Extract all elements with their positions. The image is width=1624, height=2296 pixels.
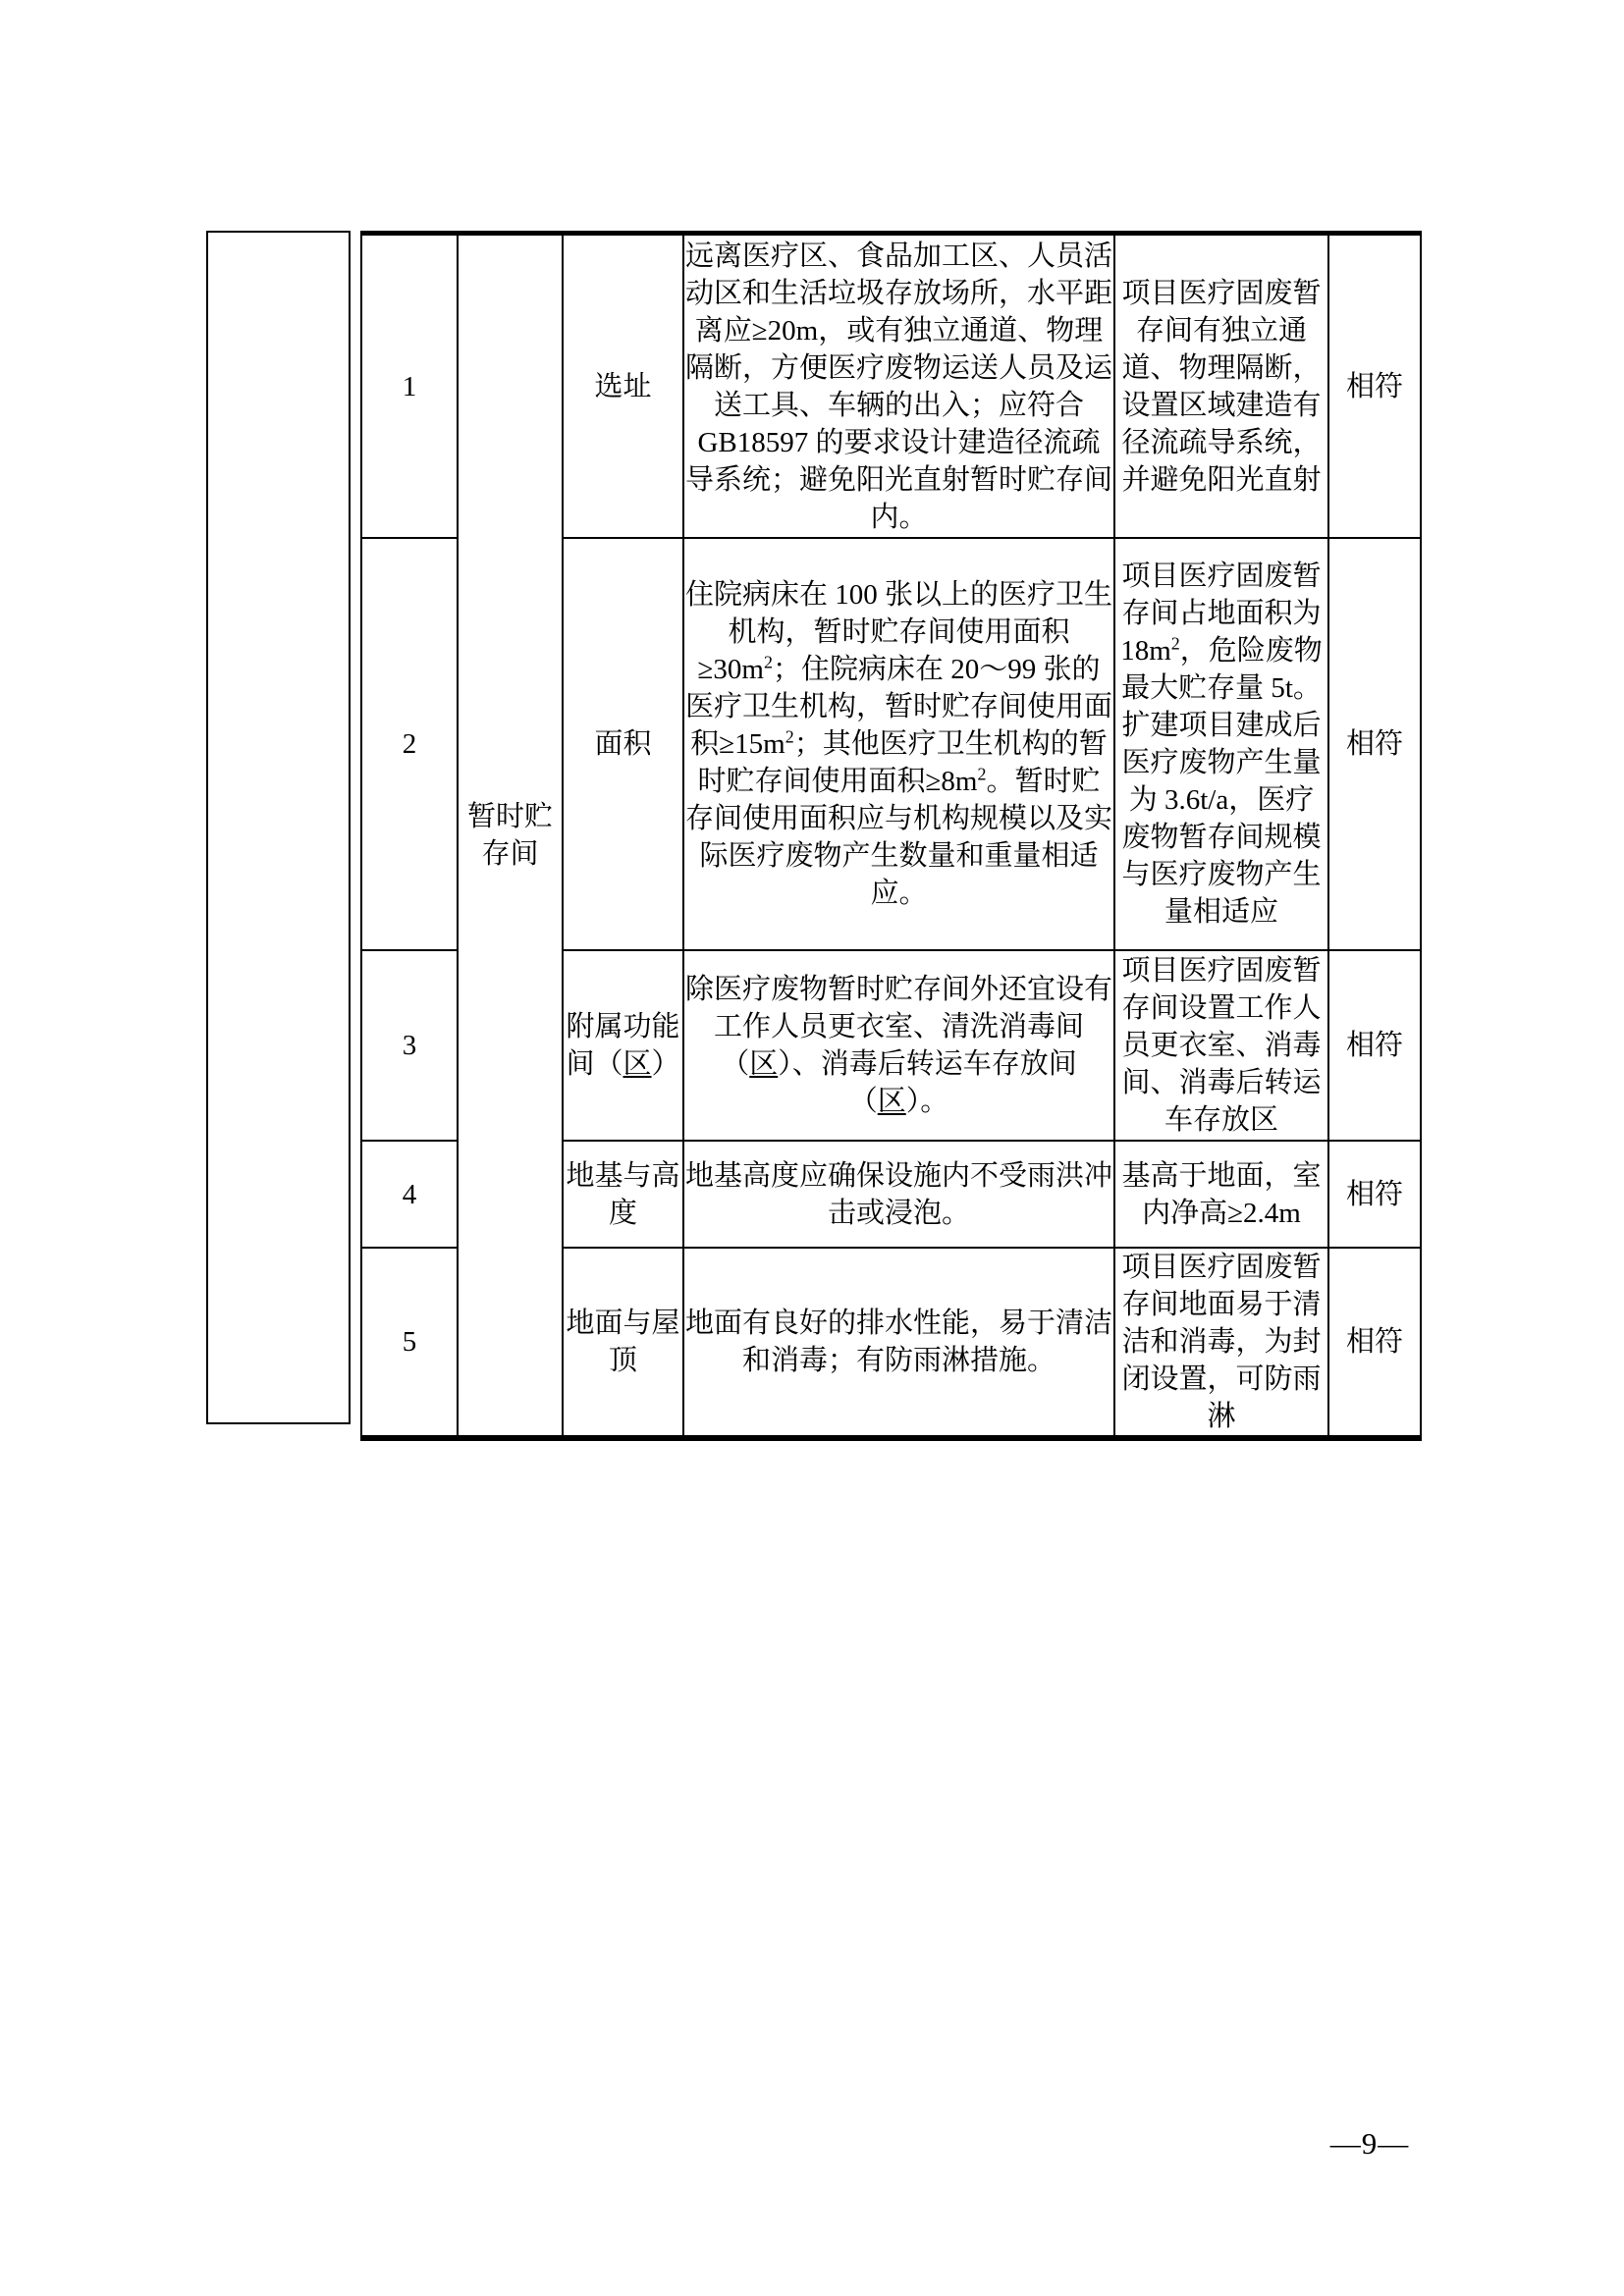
actual-situation-cell: 项目医疗固废暂存间有独立通道、物理隔断，设置区域建造有径流疏导系统，并避免阳光直射 <box>1114 234 1328 539</box>
requirement-cell: 远离医疗区、食品加工区、人员活动区和生活垃圾存放场所，水平距离应≥20m，或有独立通道、物理隔断，方便医疗废物运送人员及运送工具、车辆的出入；应符合 GB18597 的要求设计建造径流疏导系统；避免阳光直射暂时贮存间内。 <box>683 234 1114 539</box>
row-number: 2 <box>361 538 458 950</box>
item-name-cell: 面积 <box>563 538 683 950</box>
page-number: —9— <box>1329 2126 1410 2161</box>
actual-situation-cell: 项目医疗固废暂存间设置工作人员更衣室、消毒间、消毒后转运车存放区 <box>1114 950 1328 1141</box>
compliance-cell: 相符 <box>1328 1248 1421 1438</box>
row-number: 3 <box>361 950 458 1141</box>
table-row <box>361 234 1421 539</box>
requirement-cell: 除医疗废物暂时贮存间外还宜设有工作人员更衣室、清洗消毒间（区）、消毒后转运车存放间（区）。 <box>683 950 1114 1141</box>
row-number: 1 <box>361 234 458 539</box>
item-name-cell: 附属功能间（区） <box>563 950 683 1141</box>
item-name-cell: 地面与屋顶 <box>563 1248 683 1438</box>
actual-situation-cell: 项目医疗固废暂存间地面易于清洁和消毒，为封闭设置，可防雨淋 <box>1114 1248 1328 1438</box>
requirement-cell: 地基高度应确保设施内不受雨洪冲击或浸泡。 <box>683 1141 1114 1248</box>
compliance-cell: 相符 <box>1328 950 1421 1141</box>
compliance-cell: 相符 <box>1328 538 1421 950</box>
group-label-cell: 暂时贮存间 <box>458 234 563 1439</box>
requirement-cell: 地面有良好的排水性能，易于清洁和消毒；有防雨淋措施。 <box>683 1248 1114 1438</box>
compliance-cell: 相符 <box>1328 234 1421 539</box>
actual-situation-cell: 项目医疗固废暂存间占地面积为 $18m^2$，危险废物最大贮存量 5t。扩建项目建成后医疗废物产生量为 3.6t/a，医疗废物暂存间规模与医疗废物产生量相适应 <box>1114 538 1328 950</box>
row-number: 4 <box>361 1141 458 1248</box>
actual-situation-cell: 基高于地面，室内净高≥2.4m <box>1114 1141 1328 1248</box>
storage-room-compliance-table <box>360 231 1422 1441</box>
row-number: 5 <box>361 1248 458 1438</box>
item-name-cell: 选址 <box>563 234 683 539</box>
table-category-cell-empty <box>206 231 351 1424</box>
compliance-cell: 相符 <box>1328 1141 1421 1248</box>
requirement-cell: 住院病床在 100 张以上的医疗卫生机构，暂时贮存间使用面积$\ge 30m^2$；住院病床在 20～99 张的医疗卫生机构，暂时贮存间使用面积$\ge 15m^2$；其他医疗卫生机构的暂时贮存间使用面积$\ge 8m^2$。暂时贮存间使用面积应与机构规模以及实际医疗废物产生数量和重量相适应。 <box>683 538 1114 950</box>
item-name-cell: 地基与高度 <box>563 1141 683 1248</box>
